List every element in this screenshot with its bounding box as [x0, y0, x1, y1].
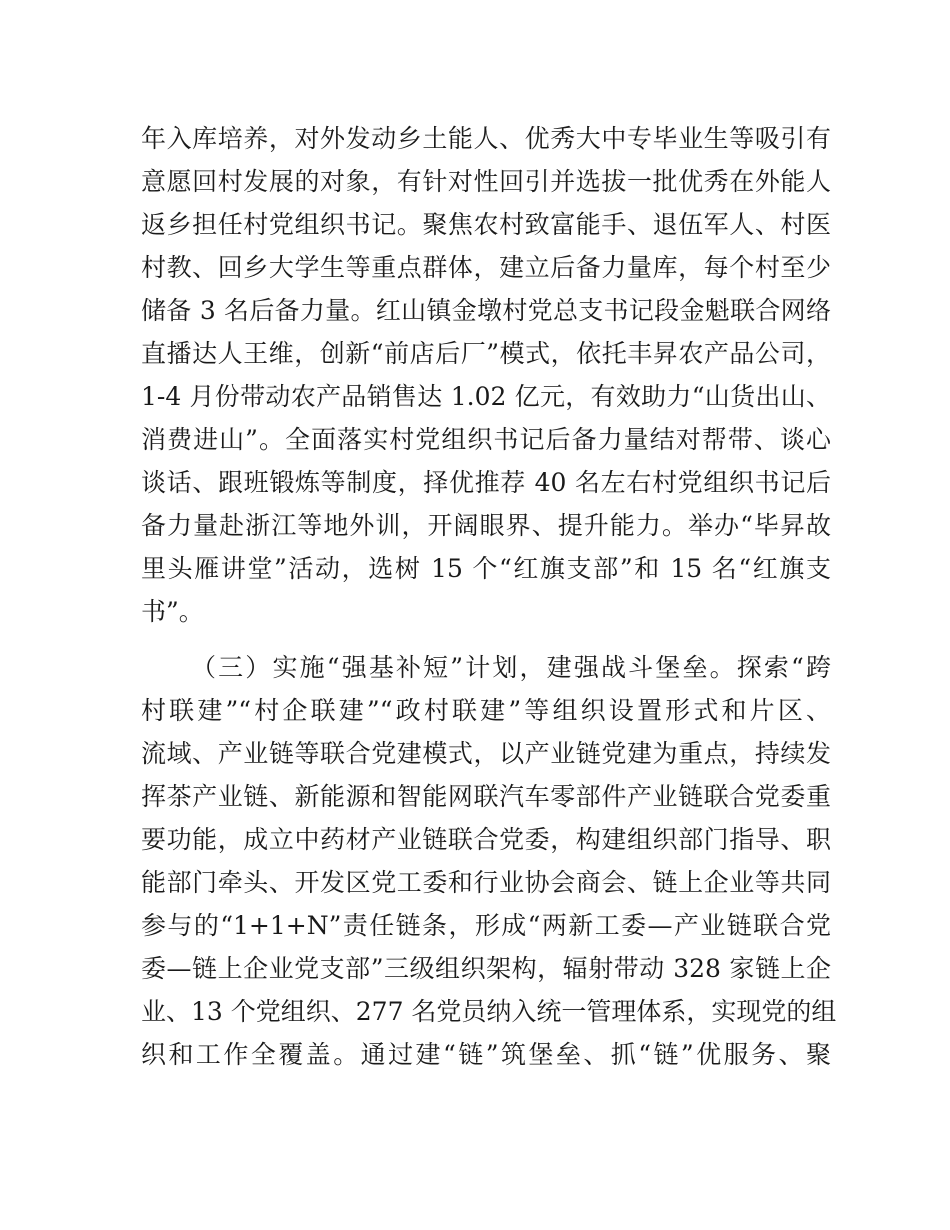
text-line: 业、13 个党组织、277 名党员纳入统一管理体系，实现党的组	[141, 997, 837, 1026]
text-line: 1-4 月份带动农产品销售达 1.02 亿元，有效助力“山货出山、	[141, 382, 831, 411]
text-line: 谈话、跟班锻炼等制度，择优推荐 40 名左右村党组织书记后	[141, 468, 831, 497]
text-line: 书”。	[141, 597, 204, 626]
text-line: 要功能，成立中药材产业链联合党委，构建组织部门指导、职	[141, 825, 831, 854]
paragraph-strengthen-foundation	[141, 646, 837, 1076]
text-line: 意愿回村发展的对象，有针对性回引并选拔一批优秀在外能人	[141, 167, 831, 196]
text-line: 村联建”“村企联建”“政村联建”等组织设置形式和片区、	[141, 696, 831, 725]
text-line: 直播达人王维，创新“前店后厂”模式，依托丰昇农产品公司，	[141, 339, 831, 368]
section-heading-line: （三）实施“强基补短”计划，建强战斗堡垒。探索“跨	[191, 653, 831, 682]
text-line: 村教、回乡大学生等重点群体，建立后备力量库，每个村至少	[141, 253, 831, 282]
text-line: 织和工作全覆盖。通过建“链”筑堡垒、抓“链”优服务、聚	[141, 1040, 831, 1069]
text-line: 备力量赴浙江等地外训，开阔眼界、提升能力。举办“毕昇故	[141, 511, 831, 540]
text-line: 消费进山”。全面落实村党组织书记后备力量结对帮带、谈心	[141, 425, 831, 454]
text-line: 年入库培养，对外发动乡土能人、优秀大中专毕业生等吸引有	[141, 124, 831, 153]
text-line: 能部门牵头、开发区党工委和行业协会商会、链上企业等共同	[141, 868, 831, 897]
text-line: 返乡担任村党组织书记。聚焦农村致富能手、退伍军人、村医	[141, 210, 831, 239]
paragraph-talent-reserve	[141, 117, 831, 633]
text-line: 流域、产业链等联合党建模式，以产业链党建为重点，持续发	[141, 739, 831, 768]
text-line: 参与的“1+1+N”责任链条，形成“两新工委—产业链联合党	[141, 911, 831, 940]
text-line: 委—链上企业党支部”三级组织架构，辐射带动 328 家链上企	[141, 954, 831, 983]
text-line: 储备 3 名后备力量。红山镇金墩村党总支书记段金魁联合网络	[141, 296, 831, 325]
text-line: 挥茶产业链、新能源和智能网联汽车零部件产业链联合党委重	[141, 782, 831, 811]
text-line: 里头雁讲堂”活动，选树 15 个“红旗支部”和 15 名“红旗支	[141, 554, 831, 583]
